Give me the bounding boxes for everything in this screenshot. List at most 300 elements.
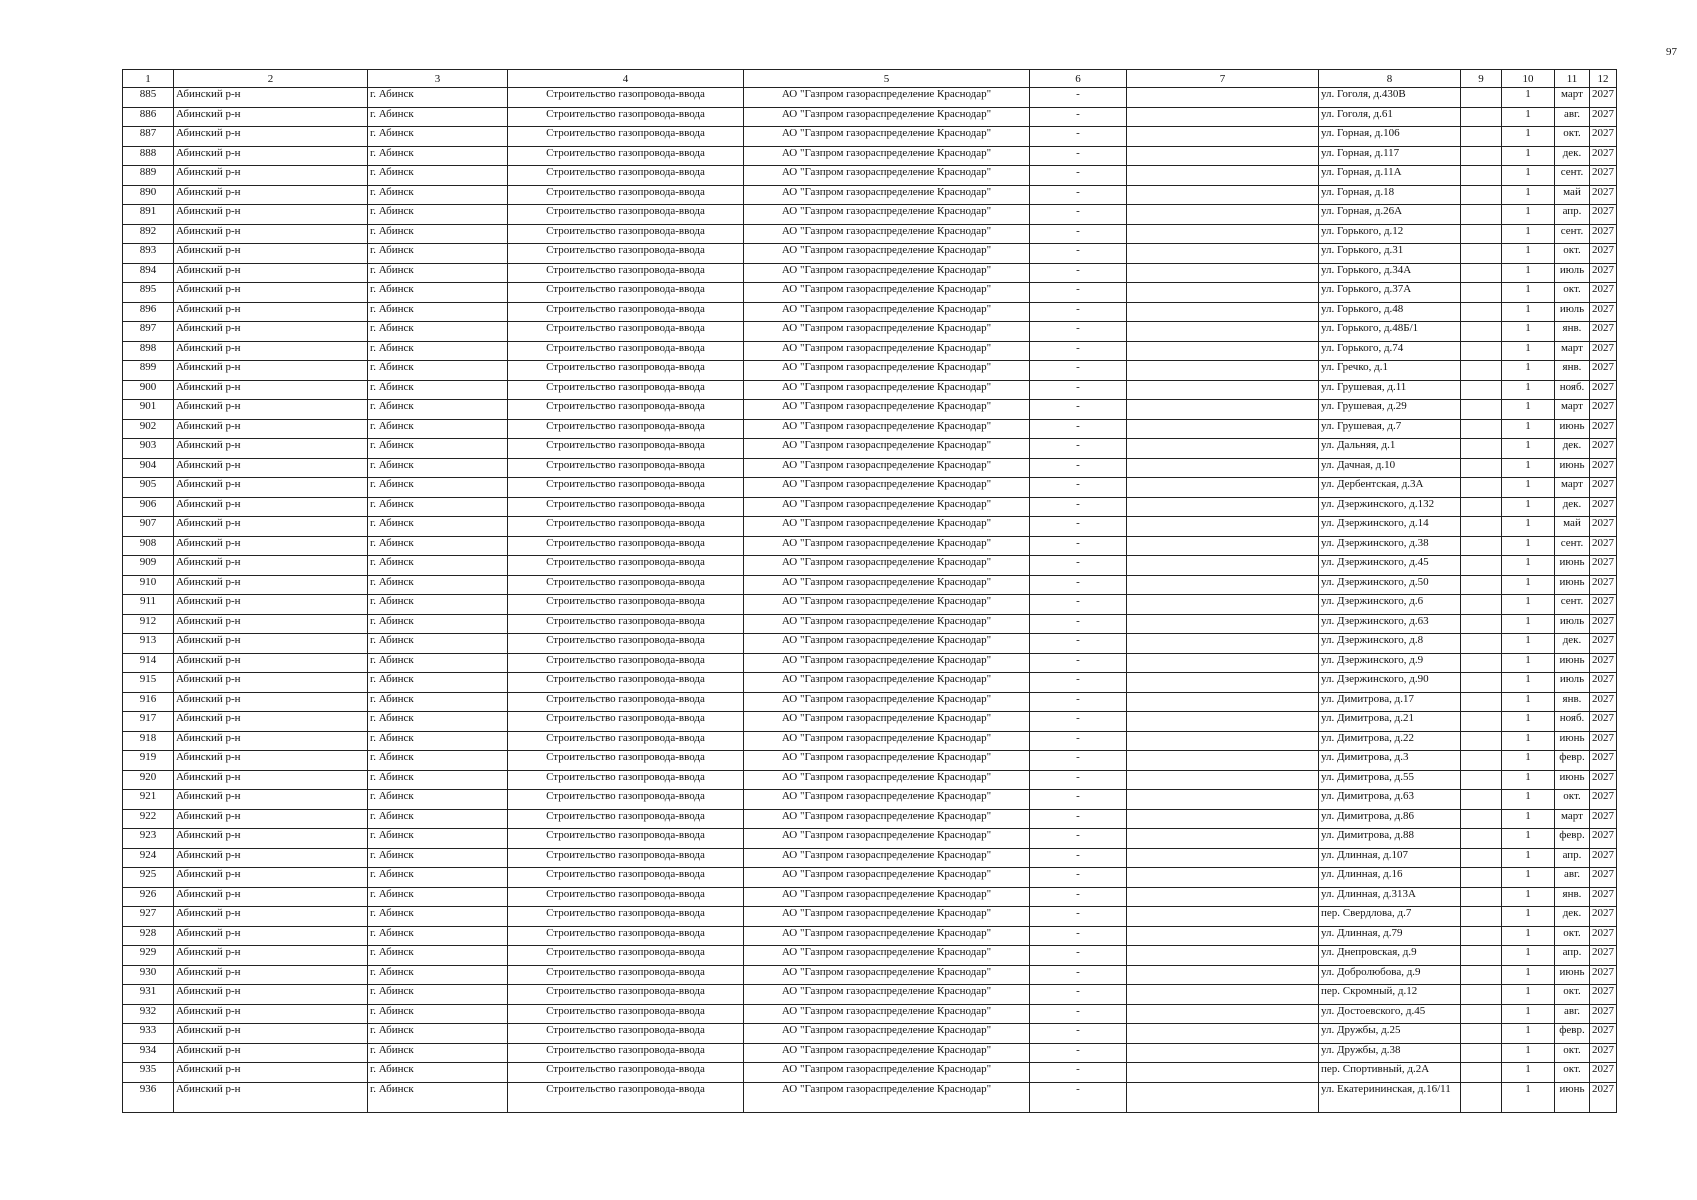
district-cell: Абинский р-н	[174, 907, 368, 927]
count-cell: 1	[1502, 166, 1555, 186]
column-9-cell	[1461, 1082, 1502, 1112]
row-number-cell: 908	[123, 536, 174, 556]
district-cell: Абинский р-н	[174, 653, 368, 673]
column-9-cell	[1461, 556, 1502, 576]
column-6-cell: -	[1030, 848, 1127, 868]
row-number-cell: 927	[123, 907, 174, 927]
count-cell: 1	[1502, 263, 1555, 283]
month-cell: апр.	[1555, 946, 1590, 966]
column-6-cell: -	[1030, 614, 1127, 634]
column-7-cell	[1127, 809, 1319, 829]
page-number: 97	[1666, 46, 1677, 58]
column-9-cell	[1461, 380, 1502, 400]
column-9-cell	[1461, 497, 1502, 517]
year-cell: 2027	[1590, 673, 1617, 693]
town-cell: г. Абинск	[368, 985, 508, 1005]
table-row	[123, 673, 1617, 693]
column-7-cell	[1127, 263, 1319, 283]
town-cell: г. Абинск	[368, 1004, 508, 1024]
column-6-cell: -	[1030, 965, 1127, 985]
column-9-cell	[1461, 127, 1502, 147]
table-row	[123, 692, 1617, 712]
month-cell: окт.	[1555, 1063, 1590, 1083]
count-cell: 1	[1502, 283, 1555, 303]
month-cell: июнь	[1555, 770, 1590, 790]
column-6-cell: -	[1030, 263, 1127, 283]
row-number-cell: 913	[123, 634, 174, 654]
table-row	[123, 322, 1617, 342]
organization-cell: АО "Газпром газораспределение Краснодар"	[744, 634, 1030, 654]
column-7-cell	[1127, 419, 1319, 439]
year-cell: 2027	[1590, 692, 1617, 712]
table-row	[123, 88, 1617, 108]
column-9-cell	[1461, 185, 1502, 205]
organization-cell: АО "Газпром газораспределение Краснодар"	[744, 731, 1030, 751]
table-row	[123, 790, 1617, 810]
organization-cell: АО "Газпром газораспределение Краснодар"	[744, 341, 1030, 361]
month-cell: сент.	[1555, 595, 1590, 615]
column-7-cell	[1127, 1004, 1319, 1024]
town-cell: г. Абинск	[368, 263, 508, 283]
year-cell: 2027	[1590, 712, 1617, 732]
column-9-cell	[1461, 263, 1502, 283]
year-cell: 2027	[1590, 731, 1617, 751]
column-9-cell	[1461, 770, 1502, 790]
row-number-cell: 905	[123, 478, 174, 498]
town-cell: г. Абинск	[368, 634, 508, 654]
organization-cell: АО "Газпром газораспределение Краснодар"	[744, 88, 1030, 108]
column-6-cell: -	[1030, 380, 1127, 400]
count-cell: 1	[1502, 946, 1555, 966]
table-row	[123, 946, 1617, 966]
column-header-4: 4	[508, 70, 744, 88]
town-cell: г. Абинск	[368, 244, 508, 264]
year-cell: 2027	[1590, 517, 1617, 537]
work-type-cell: Строительство газопровода-ввода	[508, 751, 744, 771]
table-row	[123, 751, 1617, 771]
year-cell: 2027	[1590, 653, 1617, 673]
count-cell: 1	[1502, 731, 1555, 751]
column-7-cell	[1127, 1024, 1319, 1044]
column-6-cell: -	[1030, 107, 1127, 127]
year-cell: 2027	[1590, 829, 1617, 849]
month-cell: авг.	[1555, 107, 1590, 127]
column-header-11: 11	[1555, 70, 1590, 88]
column-9-cell	[1461, 595, 1502, 615]
work-type-cell: Строительство газопровода-ввода	[508, 107, 744, 127]
count-cell: 1	[1502, 653, 1555, 673]
town-cell: г. Абинск	[368, 829, 508, 849]
column-9-cell	[1461, 692, 1502, 712]
month-cell: июнь	[1555, 731, 1590, 751]
address-cell: ул. Длинная, д.313А	[1319, 887, 1461, 907]
work-type-cell: Строительство газопровода-ввода	[508, 185, 744, 205]
district-cell: Абинский р-н	[174, 517, 368, 537]
organization-cell: АО "Газпром газораспределение Краснодар"	[744, 419, 1030, 439]
district-cell: Абинский р-н	[174, 224, 368, 244]
month-cell: апр.	[1555, 848, 1590, 868]
address-cell: ул. Екатерининская, д.16/11	[1319, 1082, 1461, 1112]
column-7-cell	[1127, 341, 1319, 361]
town-cell: г. Абинск	[368, 790, 508, 810]
town-cell: г. Абинск	[368, 751, 508, 771]
column-6-cell: -	[1030, 185, 1127, 205]
month-cell: дек.	[1555, 634, 1590, 654]
address-cell: ул. Дзержинского, д.132	[1319, 497, 1461, 517]
row-number-cell: 922	[123, 809, 174, 829]
column-9-cell	[1461, 848, 1502, 868]
table-row	[123, 926, 1617, 946]
count-cell: 1	[1502, 614, 1555, 634]
work-type-cell: Строительство газопровода-ввода	[508, 595, 744, 615]
column-6-cell: -	[1030, 536, 1127, 556]
column-9-cell	[1461, 926, 1502, 946]
month-cell: май	[1555, 517, 1590, 537]
column-7-cell	[1127, 517, 1319, 537]
table-body	[123, 88, 1617, 1113]
town-cell: г. Абинск	[368, 400, 508, 420]
year-cell: 2027	[1590, 497, 1617, 517]
work-type-cell: Строительство газопровода-ввода	[508, 205, 744, 225]
organization-cell: АО "Газпром газораспределение Краснодар"	[744, 848, 1030, 868]
district-cell: Абинский р-н	[174, 302, 368, 322]
table-row	[123, 419, 1617, 439]
column-6-cell: -	[1030, 1063, 1127, 1083]
year-cell: 2027	[1590, 1004, 1617, 1024]
month-cell: авг.	[1555, 868, 1590, 888]
district-cell: Абинский р-н	[174, 673, 368, 693]
row-number-cell: 911	[123, 595, 174, 615]
work-type-cell: Строительство газопровода-ввода	[508, 166, 744, 186]
column-6-cell: -	[1030, 497, 1127, 517]
column-6-cell: -	[1030, 166, 1127, 186]
column-9-cell	[1461, 1063, 1502, 1083]
column-9-cell	[1461, 634, 1502, 654]
column-6-cell: -	[1030, 731, 1127, 751]
column-header-5: 5	[744, 70, 1030, 88]
address-cell: ул. Дзержинского, д.14	[1319, 517, 1461, 537]
column-9-cell	[1461, 790, 1502, 810]
work-type-cell: Строительство газопровода-ввода	[508, 712, 744, 732]
table-row	[123, 127, 1617, 147]
town-cell: г. Абинск	[368, 868, 508, 888]
address-cell: ул. Гоголя, д.61	[1319, 107, 1461, 127]
count-cell: 1	[1502, 1063, 1555, 1083]
organization-cell: АО "Газпром газораспределение Краснодар"	[744, 770, 1030, 790]
count-cell: 1	[1502, 595, 1555, 615]
column-6-cell: -	[1030, 751, 1127, 771]
row-number-cell: 907	[123, 517, 174, 537]
count-cell: 1	[1502, 907, 1555, 927]
year-cell: 2027	[1590, 302, 1617, 322]
table-row	[123, 517, 1617, 537]
district-cell: Абинский р-н	[174, 458, 368, 478]
work-type-cell: Строительство газопровода-ввода	[508, 88, 744, 108]
column-6-cell: -	[1030, 673, 1127, 693]
work-type-cell: Строительство газопровода-ввода	[508, 1082, 744, 1112]
town-cell: г. Абинск	[368, 341, 508, 361]
year-cell: 2027	[1590, 205, 1617, 225]
town-cell: г. Абинск	[368, 1024, 508, 1044]
address-cell: ул. Грушевая, д.29	[1319, 400, 1461, 420]
row-number-cell: 934	[123, 1043, 174, 1063]
address-cell: ул. Горького, д.74	[1319, 341, 1461, 361]
work-type-cell: Строительство газопровода-ввода	[508, 575, 744, 595]
column-7-cell	[1127, 107, 1319, 127]
column-6-cell: -	[1030, 907, 1127, 927]
column-9-cell	[1461, 1043, 1502, 1063]
town-cell: г. Абинск	[368, 478, 508, 498]
column-9-cell	[1461, 205, 1502, 225]
column-9-cell	[1461, 439, 1502, 459]
year-cell: 2027	[1590, 185, 1617, 205]
year-cell: 2027	[1590, 419, 1617, 439]
month-cell: окт.	[1555, 926, 1590, 946]
row-number-cell: 936	[123, 1082, 174, 1112]
table-header	[123, 70, 1617, 88]
address-cell: ул. Длинная, д.79	[1319, 926, 1461, 946]
table-row	[123, 166, 1617, 186]
column-6-cell: -	[1030, 127, 1127, 147]
organization-cell: АО "Газпром газораспределение Краснодар"	[744, 146, 1030, 166]
organization-cell: АО "Газпром газораспределение Краснодар"	[744, 361, 1030, 381]
address-cell: ул. Димитрова, д.3	[1319, 751, 1461, 771]
column-7-cell	[1127, 166, 1319, 186]
count-cell: 1	[1502, 556, 1555, 576]
work-type-cell: Строительство газопровода-ввода	[508, 302, 744, 322]
column-7-cell	[1127, 634, 1319, 654]
year-cell: 2027	[1590, 88, 1617, 108]
work-type-cell: Строительство газопровода-ввода	[508, 829, 744, 849]
organization-cell: АО "Газпром газораспределение Краснодар"	[744, 244, 1030, 264]
count-cell: 1	[1502, 322, 1555, 342]
work-type-cell: Строительство газопровода-ввода	[508, 478, 744, 498]
address-cell: ул. Горная, д.11А	[1319, 166, 1461, 186]
town-cell: г. Абинск	[368, 712, 508, 732]
column-9-cell	[1461, 751, 1502, 771]
month-cell: июнь	[1555, 1082, 1590, 1112]
work-type-cell: Строительство газопровода-ввода	[508, 653, 744, 673]
address-cell: ул. Горная, д.26А	[1319, 205, 1461, 225]
month-cell: март	[1555, 88, 1590, 108]
month-cell: нояб.	[1555, 712, 1590, 732]
column-6-cell: -	[1030, 712, 1127, 732]
column-9-cell	[1461, 536, 1502, 556]
district-cell: Абинский р-н	[174, 127, 368, 147]
count-cell: 1	[1502, 419, 1555, 439]
count-cell: 1	[1502, 1043, 1555, 1063]
district-cell: Абинский р-н	[174, 829, 368, 849]
table-row	[123, 653, 1617, 673]
count-cell: 1	[1502, 107, 1555, 127]
town-cell: г. Абинск	[368, 673, 508, 693]
work-type-cell: Строительство газопровода-ввода	[508, 770, 744, 790]
work-type-cell: Строительство газопровода-ввода	[508, 439, 744, 459]
count-cell: 1	[1502, 380, 1555, 400]
count-cell: 1	[1502, 848, 1555, 868]
district-cell: Абинский р-н	[174, 263, 368, 283]
district-cell: Абинский р-н	[174, 946, 368, 966]
month-cell: сент.	[1555, 224, 1590, 244]
address-cell: ул. Дзержинского, д.45	[1319, 556, 1461, 576]
month-cell: окт.	[1555, 283, 1590, 303]
row-number-cell: 897	[123, 322, 174, 342]
address-cell: ул. Горького, д.34А	[1319, 263, 1461, 283]
organization-cell: АО "Газпром газораспределение Краснодар"	[744, 536, 1030, 556]
month-cell: июнь	[1555, 458, 1590, 478]
month-cell: июль	[1555, 302, 1590, 322]
row-number-cell: 909	[123, 556, 174, 576]
address-cell: ул. Димитрова, д.21	[1319, 712, 1461, 732]
address-cell: ул. Днепровская, д.9	[1319, 946, 1461, 966]
district-cell: Абинский р-н	[174, 497, 368, 517]
column-7-cell	[1127, 575, 1319, 595]
column-7-cell	[1127, 907, 1319, 927]
column-7-cell	[1127, 380, 1319, 400]
count-cell: 1	[1502, 985, 1555, 1005]
town-cell: г. Абинск	[368, 809, 508, 829]
column-6-cell: -	[1030, 634, 1127, 654]
month-cell: сент.	[1555, 166, 1590, 186]
row-number-cell: 912	[123, 614, 174, 634]
month-cell: июль	[1555, 263, 1590, 283]
row-number-cell: 933	[123, 1024, 174, 1044]
year-cell: 2027	[1590, 1024, 1617, 1044]
row-number-cell: 892	[123, 224, 174, 244]
work-type-cell: Строительство газопровода-ввода	[508, 1043, 744, 1063]
organization-cell: АО "Газпром газораспределение Краснодар"	[744, 302, 1030, 322]
organization-cell: АО "Газпром газораспределение Краснодар"	[744, 380, 1030, 400]
town-cell: г. Абинск	[368, 556, 508, 576]
row-number-cell: 916	[123, 692, 174, 712]
district-cell: Абинский р-н	[174, 751, 368, 771]
town-cell: г. Абинск	[368, 1082, 508, 1112]
town-cell: г. Абинск	[368, 595, 508, 615]
town-cell: г. Абинск	[368, 692, 508, 712]
count-cell: 1	[1502, 926, 1555, 946]
column-6-cell: -	[1030, 985, 1127, 1005]
column-6-cell: -	[1030, 770, 1127, 790]
row-number-cell: 915	[123, 673, 174, 693]
district-cell: Абинский р-н	[174, 166, 368, 186]
column-6-cell: -	[1030, 146, 1127, 166]
table-row	[123, 536, 1617, 556]
month-cell: апр.	[1555, 205, 1590, 225]
district-cell: Абинский р-н	[174, 536, 368, 556]
town-cell: г. Абинск	[368, 224, 508, 244]
organization-cell: АО "Газпром газораспределение Краснодар"	[744, 478, 1030, 498]
month-cell: июль	[1555, 673, 1590, 693]
column-9-cell	[1461, 400, 1502, 420]
column-6-cell: -	[1030, 1004, 1127, 1024]
organization-cell: АО "Газпром газораспределение Краснодар"	[744, 224, 1030, 244]
column-header-6: 6	[1030, 70, 1127, 88]
organization-cell: АО "Газпром газораспределение Краснодар"	[744, 829, 1030, 849]
work-type-cell: Строительство газопровода-ввода	[508, 263, 744, 283]
column-6-cell: -	[1030, 400, 1127, 420]
town-cell: г. Абинск	[368, 575, 508, 595]
month-cell: март	[1555, 478, 1590, 498]
table-row	[123, 497, 1617, 517]
row-number-cell: 904	[123, 458, 174, 478]
organization-cell: АО "Газпром газораспределение Краснодар"	[744, 614, 1030, 634]
month-cell: февр.	[1555, 829, 1590, 849]
district-cell: Абинский р-н	[174, 400, 368, 420]
month-cell: окт.	[1555, 790, 1590, 810]
year-cell: 2027	[1590, 166, 1617, 186]
row-number-cell: 885	[123, 88, 174, 108]
town-cell: г. Абинск	[368, 166, 508, 186]
work-type-cell: Строительство газопровода-ввода	[508, 614, 744, 634]
address-cell: ул. Горького, д.48	[1319, 302, 1461, 322]
column-9-cell	[1461, 829, 1502, 849]
column-9-cell	[1461, 731, 1502, 751]
column-7-cell	[1127, 1063, 1319, 1083]
column-6-cell: -	[1030, 868, 1127, 888]
row-number-cell: 931	[123, 985, 174, 1005]
row-number-cell: 896	[123, 302, 174, 322]
table-row	[123, 965, 1617, 985]
work-type-cell: Строительство газопровода-ввода	[508, 887, 744, 907]
work-type-cell: Строительство газопровода-ввода	[508, 517, 744, 537]
column-6-cell: -	[1030, 283, 1127, 303]
column-6-cell: -	[1030, 458, 1127, 478]
row-number-cell: 898	[123, 341, 174, 361]
organization-cell: АО "Газпром газораспределение Краснодар"	[744, 1043, 1030, 1063]
organization-cell: АО "Газпром газораспределение Краснодар"	[744, 497, 1030, 517]
column-7-cell	[1127, 595, 1319, 615]
column-7-cell	[1127, 185, 1319, 205]
table-row	[123, 458, 1617, 478]
town-cell: г. Абинск	[368, 887, 508, 907]
row-number-cell: 891	[123, 205, 174, 225]
month-cell: июнь	[1555, 556, 1590, 576]
district-cell: Абинский р-н	[174, 634, 368, 654]
column-7-cell	[1127, 146, 1319, 166]
town-cell: г. Абинск	[368, 848, 508, 868]
count-cell: 1	[1502, 205, 1555, 225]
column-7-cell	[1127, 127, 1319, 147]
year-cell: 2027	[1590, 985, 1617, 1005]
month-cell: окт.	[1555, 985, 1590, 1005]
row-number-cell: 895	[123, 283, 174, 303]
organization-cell: АО "Газпром газораспределение Краснодар"	[744, 595, 1030, 615]
row-number-cell: 889	[123, 166, 174, 186]
organization-cell: АО "Газпром газораспределение Краснодар"	[744, 1024, 1030, 1044]
organization-cell: АО "Газпром газораспределение Краснодар"	[744, 263, 1030, 283]
year-cell: 2027	[1590, 790, 1617, 810]
district-cell: Абинский р-н	[174, 809, 368, 829]
town-cell: г. Абинск	[368, 1043, 508, 1063]
row-number-cell: 921	[123, 790, 174, 810]
count-cell: 1	[1502, 751, 1555, 771]
address-cell: ул. Достоевского, д.45	[1319, 1004, 1461, 1024]
column-6-cell: -	[1030, 439, 1127, 459]
address-cell: ул. Дальняя, д.1	[1319, 439, 1461, 459]
district-cell: Абинский р-н	[174, 614, 368, 634]
organization-cell: АО "Газпром газораспределение Краснодар"	[744, 887, 1030, 907]
row-number-cell: 886	[123, 107, 174, 127]
address-cell: ул. Горького, д.37А	[1319, 283, 1461, 303]
column-9-cell	[1461, 985, 1502, 1005]
row-number-cell: 894	[123, 263, 174, 283]
column-9-cell	[1461, 361, 1502, 381]
row-number-cell: 918	[123, 731, 174, 751]
year-cell: 2027	[1590, 946, 1617, 966]
address-cell: ул. Дзержинского, д.8	[1319, 634, 1461, 654]
column-header-2: 2	[174, 70, 368, 88]
column-9-cell	[1461, 283, 1502, 303]
